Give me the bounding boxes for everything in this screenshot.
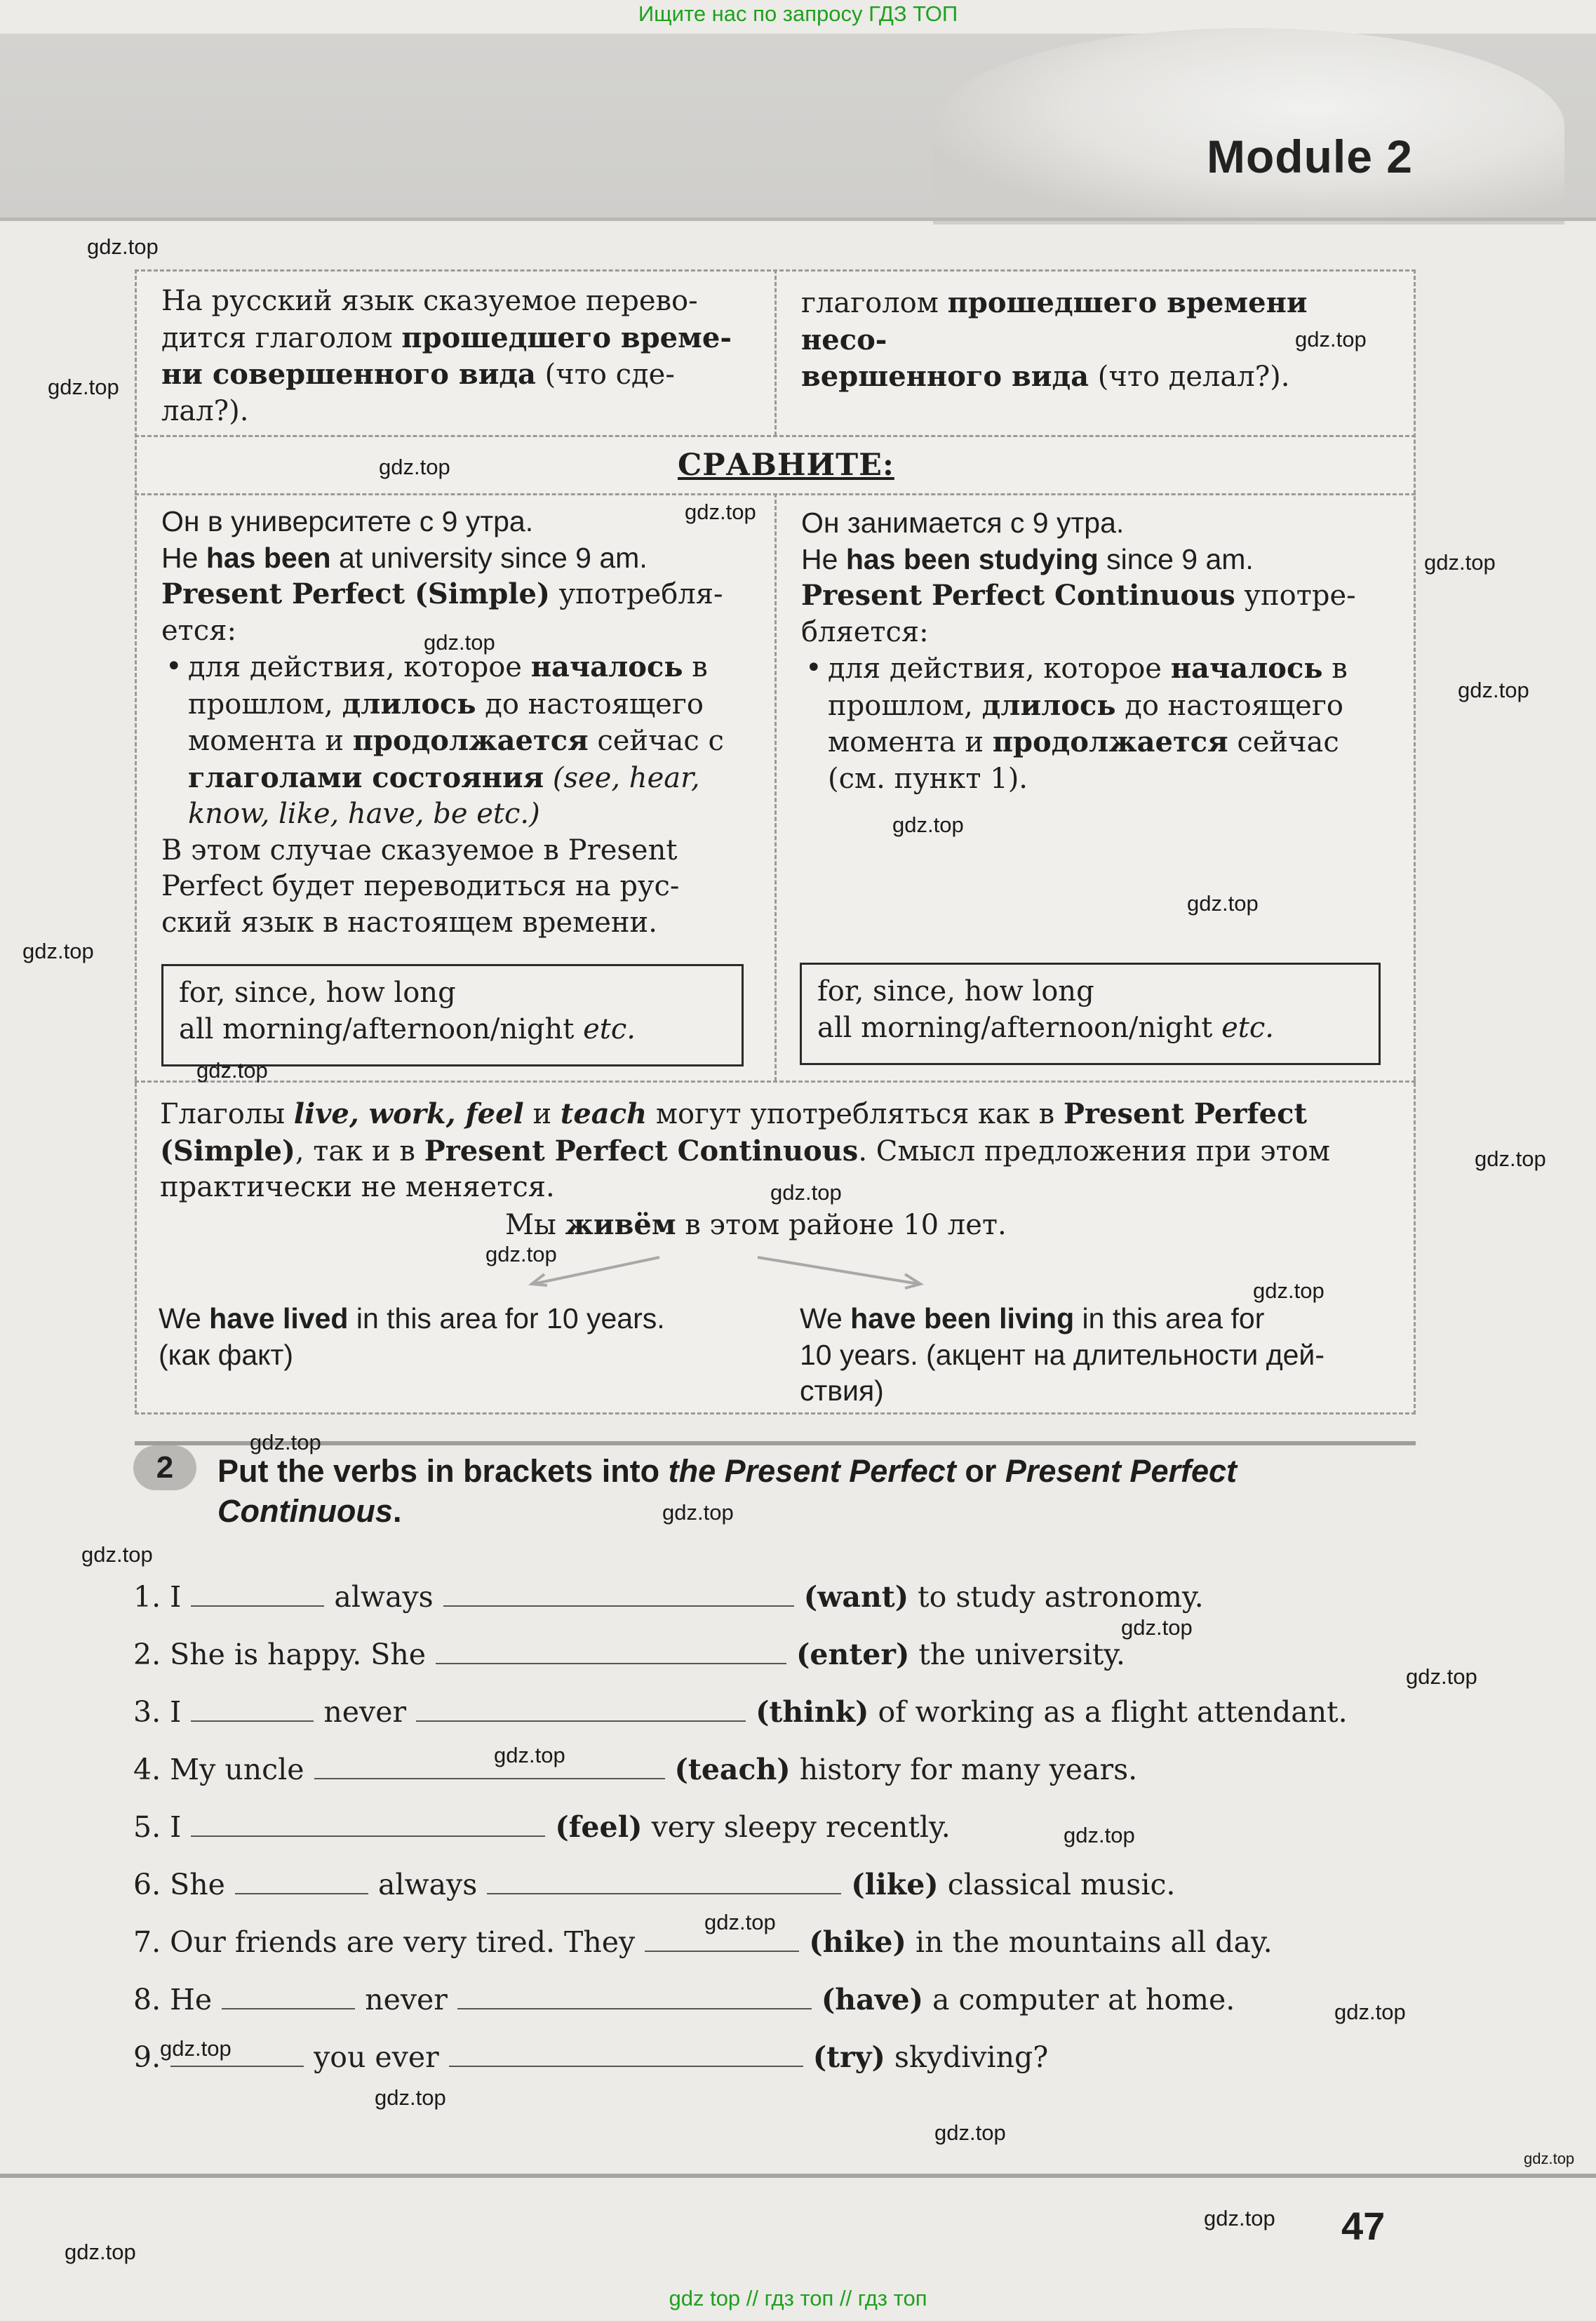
watermark: gdz.top [250, 1430, 321, 1454]
watermark: gdz.top [685, 500, 756, 524]
left-russian-example: Он в университете с 9 утра. [161, 505, 534, 537]
watermark: gdz.top [1424, 550, 1496, 575]
exercise-item: 8. He never (have) a computer at home. [133, 1983, 1235, 2016]
right-english-example: He has been studying since 9 am. [801, 542, 1254, 575]
answer-blank[interactable] [191, 1720, 314, 1722]
answer-blank[interactable] [222, 2007, 355, 2009]
watermark: gdz.top [1253, 1278, 1325, 1303]
watermark: gdz.top [1406, 1664, 1477, 1689]
watermark: gdz.top [934, 2120, 1006, 2145]
table-divider [774, 493, 777, 1081]
left-arrowhead [532, 1274, 547, 1285]
exercise-title: Put the verbs in brackets into the Present Perfect or Present Perfect Continuous. [217, 1453, 1238, 1529]
top-right-text: глаголом прошедшего времени несо- вершенного вида (что делал?). [801, 286, 1308, 393]
watermark: gdz.top [1064, 1823, 1135, 1847]
watermark: gdz.top [770, 1180, 842, 1205]
module-title: Module 2 [1207, 131, 1414, 182]
watermark: gdz.top [1204, 2206, 1275, 2230]
watermark: gdz.top [1334, 2000, 1406, 2024]
watermark: gdz.top [375, 2085, 446, 2110]
answer-blank[interactable] [314, 1777, 665, 1779]
answer-blank[interactable] [170, 2065, 304, 2067]
exercise-item: 5. I (feel) very sleepy recently. [133, 1810, 951, 1844]
watermark: gdz.top [424, 630, 495, 655]
answer-blank[interactable] [487, 1892, 841, 1894]
right-tense-name: Present Perfect Continuous употре- [801, 579, 1356, 612]
right-russian-example: Он занимается с 9 утра. [801, 507, 1125, 539]
answer-blank[interactable] [191, 1605, 324, 1607]
answer-blank[interactable] [645, 1950, 799, 1952]
left-tense-cont: ется: [161, 614, 236, 647]
exercise-item: 6. She always (like) classical music. [133, 1868, 1176, 1901]
watermark: gdz.top [160, 2036, 232, 2061]
arrows [491, 1249, 940, 1291]
footer-divider [0, 2174, 1596, 2178]
exercise-item: 1. I always (want) to study astronomy. [133, 1580, 1204, 1614]
left-bottom-example: We have lived in this area for 10 years. (как факт) [159, 1302, 665, 1371]
top-note: Ищите нас по запросу ГДЗ ТОП [638, 1, 958, 26]
watermark: gdz.top [48, 375, 119, 399]
right-arrow [758, 1257, 919, 1284]
left-english-example: He has been at university since 9 am. [161, 541, 648, 574]
left-column [161, 504, 765, 941]
answer-blank[interactable] [449, 2065, 803, 2067]
answer-blank[interactable] [436, 1662, 786, 1664]
header-decoration [933, 28, 1564, 225]
left-tense-name: Present Perfect (Simple) употребля- [161, 577, 723, 610]
table-divider [135, 1081, 1416, 1083]
answer-blank[interactable] [457, 2007, 812, 2009]
watermark: gdz.top [662, 1500, 734, 1525]
watermark: gdz.top [65, 2240, 136, 2264]
exercise-divider [135, 1441, 1416, 1445]
watermark: gdz.top [81, 1542, 153, 1567]
watermark: gdz.top [704, 1910, 776, 1934]
watermark: gdz.top [379, 455, 450, 479]
right-column [801, 505, 1404, 797]
watermark: gdz.top [485, 1242, 557, 1266]
footer-watermark: gdz top // гдз топ // гдз топ [669, 2286, 927, 2310]
answer-blank[interactable] [443, 1605, 794, 1607]
answer-blank[interactable] [416, 1720, 746, 1722]
table-divider [774, 269, 777, 436]
exercise-item: 2. She is happy. She (enter) the university. [133, 1638, 1125, 1671]
center-example: Мы живём в этом районе 10 лет. [505, 1208, 1007, 1241]
watermark: gdz.top [87, 234, 159, 259]
compare-heading: СРАВНИТЕ: [678, 448, 894, 483]
watermark: gdz.top [1458, 678, 1529, 702]
left-keywords-box: for, since, how long all morning/afternoon/night etc. [161, 964, 744, 1066]
left-bullet: • для действия, которое началось в прошлом, длилось до настоящего момента и продолжается сейчас с глаголами состояния (see, hear, know, like, have, be etc.) [161, 649, 765, 833]
answer-blank[interactable] [235, 1892, 368, 1894]
table-divider [135, 435, 1416, 437]
top-left-text: На русский язык сказуемое перево- дится глаголом прошедшего време- ни совершенного вида (что сде- лал?). [161, 285, 732, 427]
exercise-item: 3. I never (think) of working as a flight attendant. [133, 1695, 1348, 1729]
right-bottom-example: We have been living in this area for 10 years. (акцент на длительности дей- ствия) [800, 1302, 1325, 1407]
right-bullet: • для действия, которое началось в прошлом, длилось до настоящего момента и продолжается сейчас (см. пункт 1). [801, 650, 1404, 797]
exercise-item: 9. you ever (try) skydiving? [133, 2040, 1049, 2074]
watermark: gdz.top [494, 1743, 565, 1767]
exercise-item: 4. My uncle (teach) history for many years. [133, 1753, 1138, 1786]
watermark: gdz.top [1524, 2150, 1575, 2167]
watermark: gdz.top [1475, 1146, 1546, 1171]
watermark: gdz.top [892, 812, 964, 837]
exercise-item: 7. Our friends are very tired. They (hike) in the mountains all day. [133, 1925, 1273, 1959]
bottom-note: Глаголы live, work, feel и teach могут употребляться как в Present Perfect (Simple), так и в Present Perfect Continuous. Смысл предложения при этом практически не меняется. [160, 1097, 1331, 1203]
answer-blank[interactable] [191, 1835, 545, 1837]
exercise-number: 2 [133, 1445, 196, 1490]
watermark: gdz.top [1121, 1615, 1193, 1640]
watermark: gdz.top [1187, 891, 1259, 916]
page-number: 47 [1341, 2204, 1386, 2248]
watermark: gdz.top [1295, 327, 1367, 352]
right-keywords-box: for, since, how long all morning/afternoon/night etc. [800, 963, 1381, 1065]
right-tense-cont: бляется: [801, 615, 929, 648]
header-divider [0, 218, 1596, 221]
watermark: gdz.top [196, 1058, 268, 1083]
watermark: gdz.top [22, 939, 94, 963]
left-note: В этом случае сказуемое в Present Perfect будет переводиться на рус- ский язык в настоящем времени. [161, 834, 680, 939]
